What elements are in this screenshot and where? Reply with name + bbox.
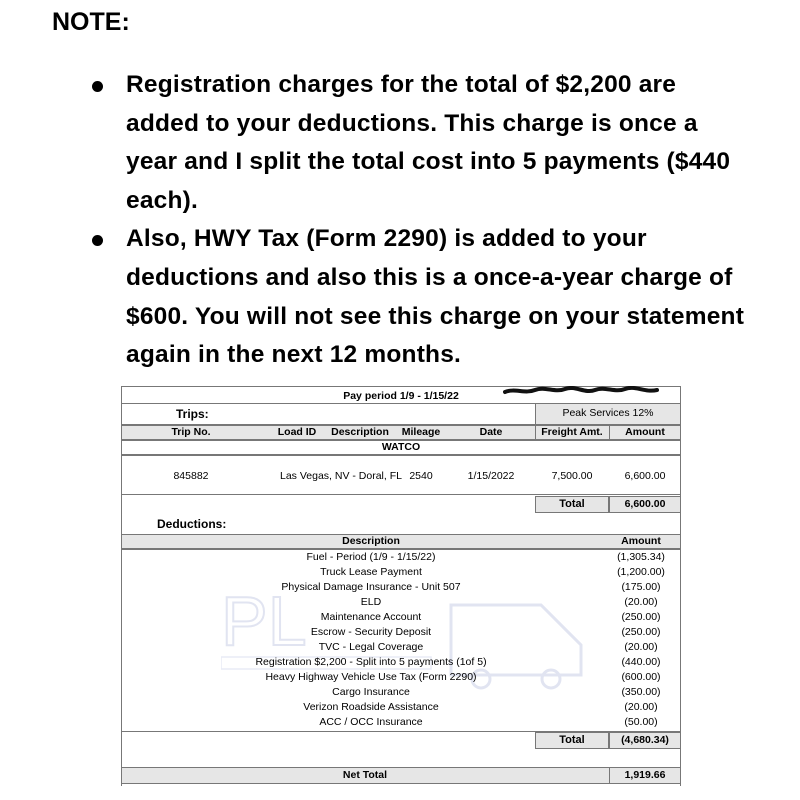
deduction-description: Maintenance Account <box>320 611 422 623</box>
peak-services: Peak Services 12% <box>562 407 654 419</box>
deduction-amount: (20.00) <box>624 596 658 608</box>
deduction-amount: (250.00) <box>621 626 661 638</box>
deduction-amount: (1,200.00) <box>617 566 665 578</box>
deduction-description: ELD <box>360 596 382 608</box>
deduction-amount: (50.00) <box>624 716 658 728</box>
col-amount: Amount <box>625 426 665 438</box>
deduction-amount: (350.00) <box>621 686 661 698</box>
pay-period: Pay period 1/9 - 1/15/22 <box>343 390 459 402</box>
deduction-amount: (175.00) <box>621 581 661 593</box>
deduction-amount: (1,305.34) <box>617 551 665 563</box>
deduction-amount: (20.00) <box>624 701 658 713</box>
deduction-description: Cargo Insurance <box>332 686 410 698</box>
net-total-label: Net Total <box>342 769 388 781</box>
note-bullet-list <box>92 66 752 375</box>
deduction-amount: (600.00) <box>621 671 661 683</box>
deduction-description: Escrow - Security Deposit <box>310 626 432 638</box>
deduction-description: Fuel - Period (1/9 - 1/15/22) <box>306 551 436 563</box>
trip-mileage: 2540 <box>409 470 433 482</box>
note-bullet-text: Registration charges for the total of $2,200 are added to your deductions. This charge is once a year and I split the total cost into 5 payments ($440 each). <box>126 71 731 214</box>
trip-freight-amt: 7,500.00 <box>551 470 593 482</box>
deduction-description: Truck Lease Payment <box>320 566 422 578</box>
deduction-description: Physical Damage Insurance - Unit 507 <box>281 581 461 593</box>
deduction-amount: (20.00) <box>624 641 658 653</box>
note-bullet-text: Also, HWY Tax (Form 2290) is added to your deductions and also this is a once-a-year charge of $600. You will not see this charge on your statement again in the next 12 months. <box>126 225 745 369</box>
deduction-amount: (440.00) <box>621 656 661 668</box>
col-freight-amt: Freight Amt. <box>541 426 603 438</box>
deduction-description: ACC / OCC Insurance <box>319 716 423 728</box>
bullet-dot-icon <box>92 81 103 92</box>
col-trip-no: Trip No. <box>171 426 211 438</box>
deductions-col-amount: Amount <box>621 535 661 547</box>
note-bullet-registration <box>92 66 752 220</box>
deductions-total-label: Total <box>559 734 585 746</box>
deduction-description: Heavy Highway Vehicle Use Tax (Form 2290) <box>265 671 477 683</box>
deductions-label: Deductions: <box>157 517 227 531</box>
trip-amount: 6,600.00 <box>624 470 666 482</box>
trips-total-label: Total <box>559 498 585 510</box>
deduction-description: TVC - Legal Coverage <box>318 641 424 653</box>
net-total-value: 1,919.66 <box>624 769 666 781</box>
redacted-scribble-icon <box>503 386 659 395</box>
col-description: Description <box>331 426 389 438</box>
trips-label: Trips: <box>176 407 209 421</box>
pay-statement <box>121 386 681 786</box>
trips-total-value: 6,600.00 <box>624 498 666 510</box>
deduction-description: Registration $2,200 - Split into 5 payments (1of 5) <box>255 656 487 668</box>
col-load-id: Load ID <box>277 426 317 438</box>
deductions-total-value: (4,680.34) <box>621 734 669 746</box>
trip-route: Las Vegas, NV - Doral, FL <box>280 470 402 482</box>
note-bullet-hwy-tax <box>92 220 752 374</box>
note-title: NOTE: <box>52 8 130 36</box>
customer-name: WATCO <box>381 441 421 453</box>
trip-no: 845882 <box>173 470 209 482</box>
svg-text:PL: PL <box>221 582 307 660</box>
deduction-amount: (250.00) <box>621 611 661 623</box>
col-mileage: Mileage <box>401 426 441 438</box>
trip-date: 1/15/2022 <box>467 470 515 482</box>
bullet-dot-icon <box>92 235 103 246</box>
deduction-description: Verizon Roadside Assistance <box>303 701 439 713</box>
deductions-col-description: Description <box>342 535 400 547</box>
col-date: Date <box>479 426 503 438</box>
